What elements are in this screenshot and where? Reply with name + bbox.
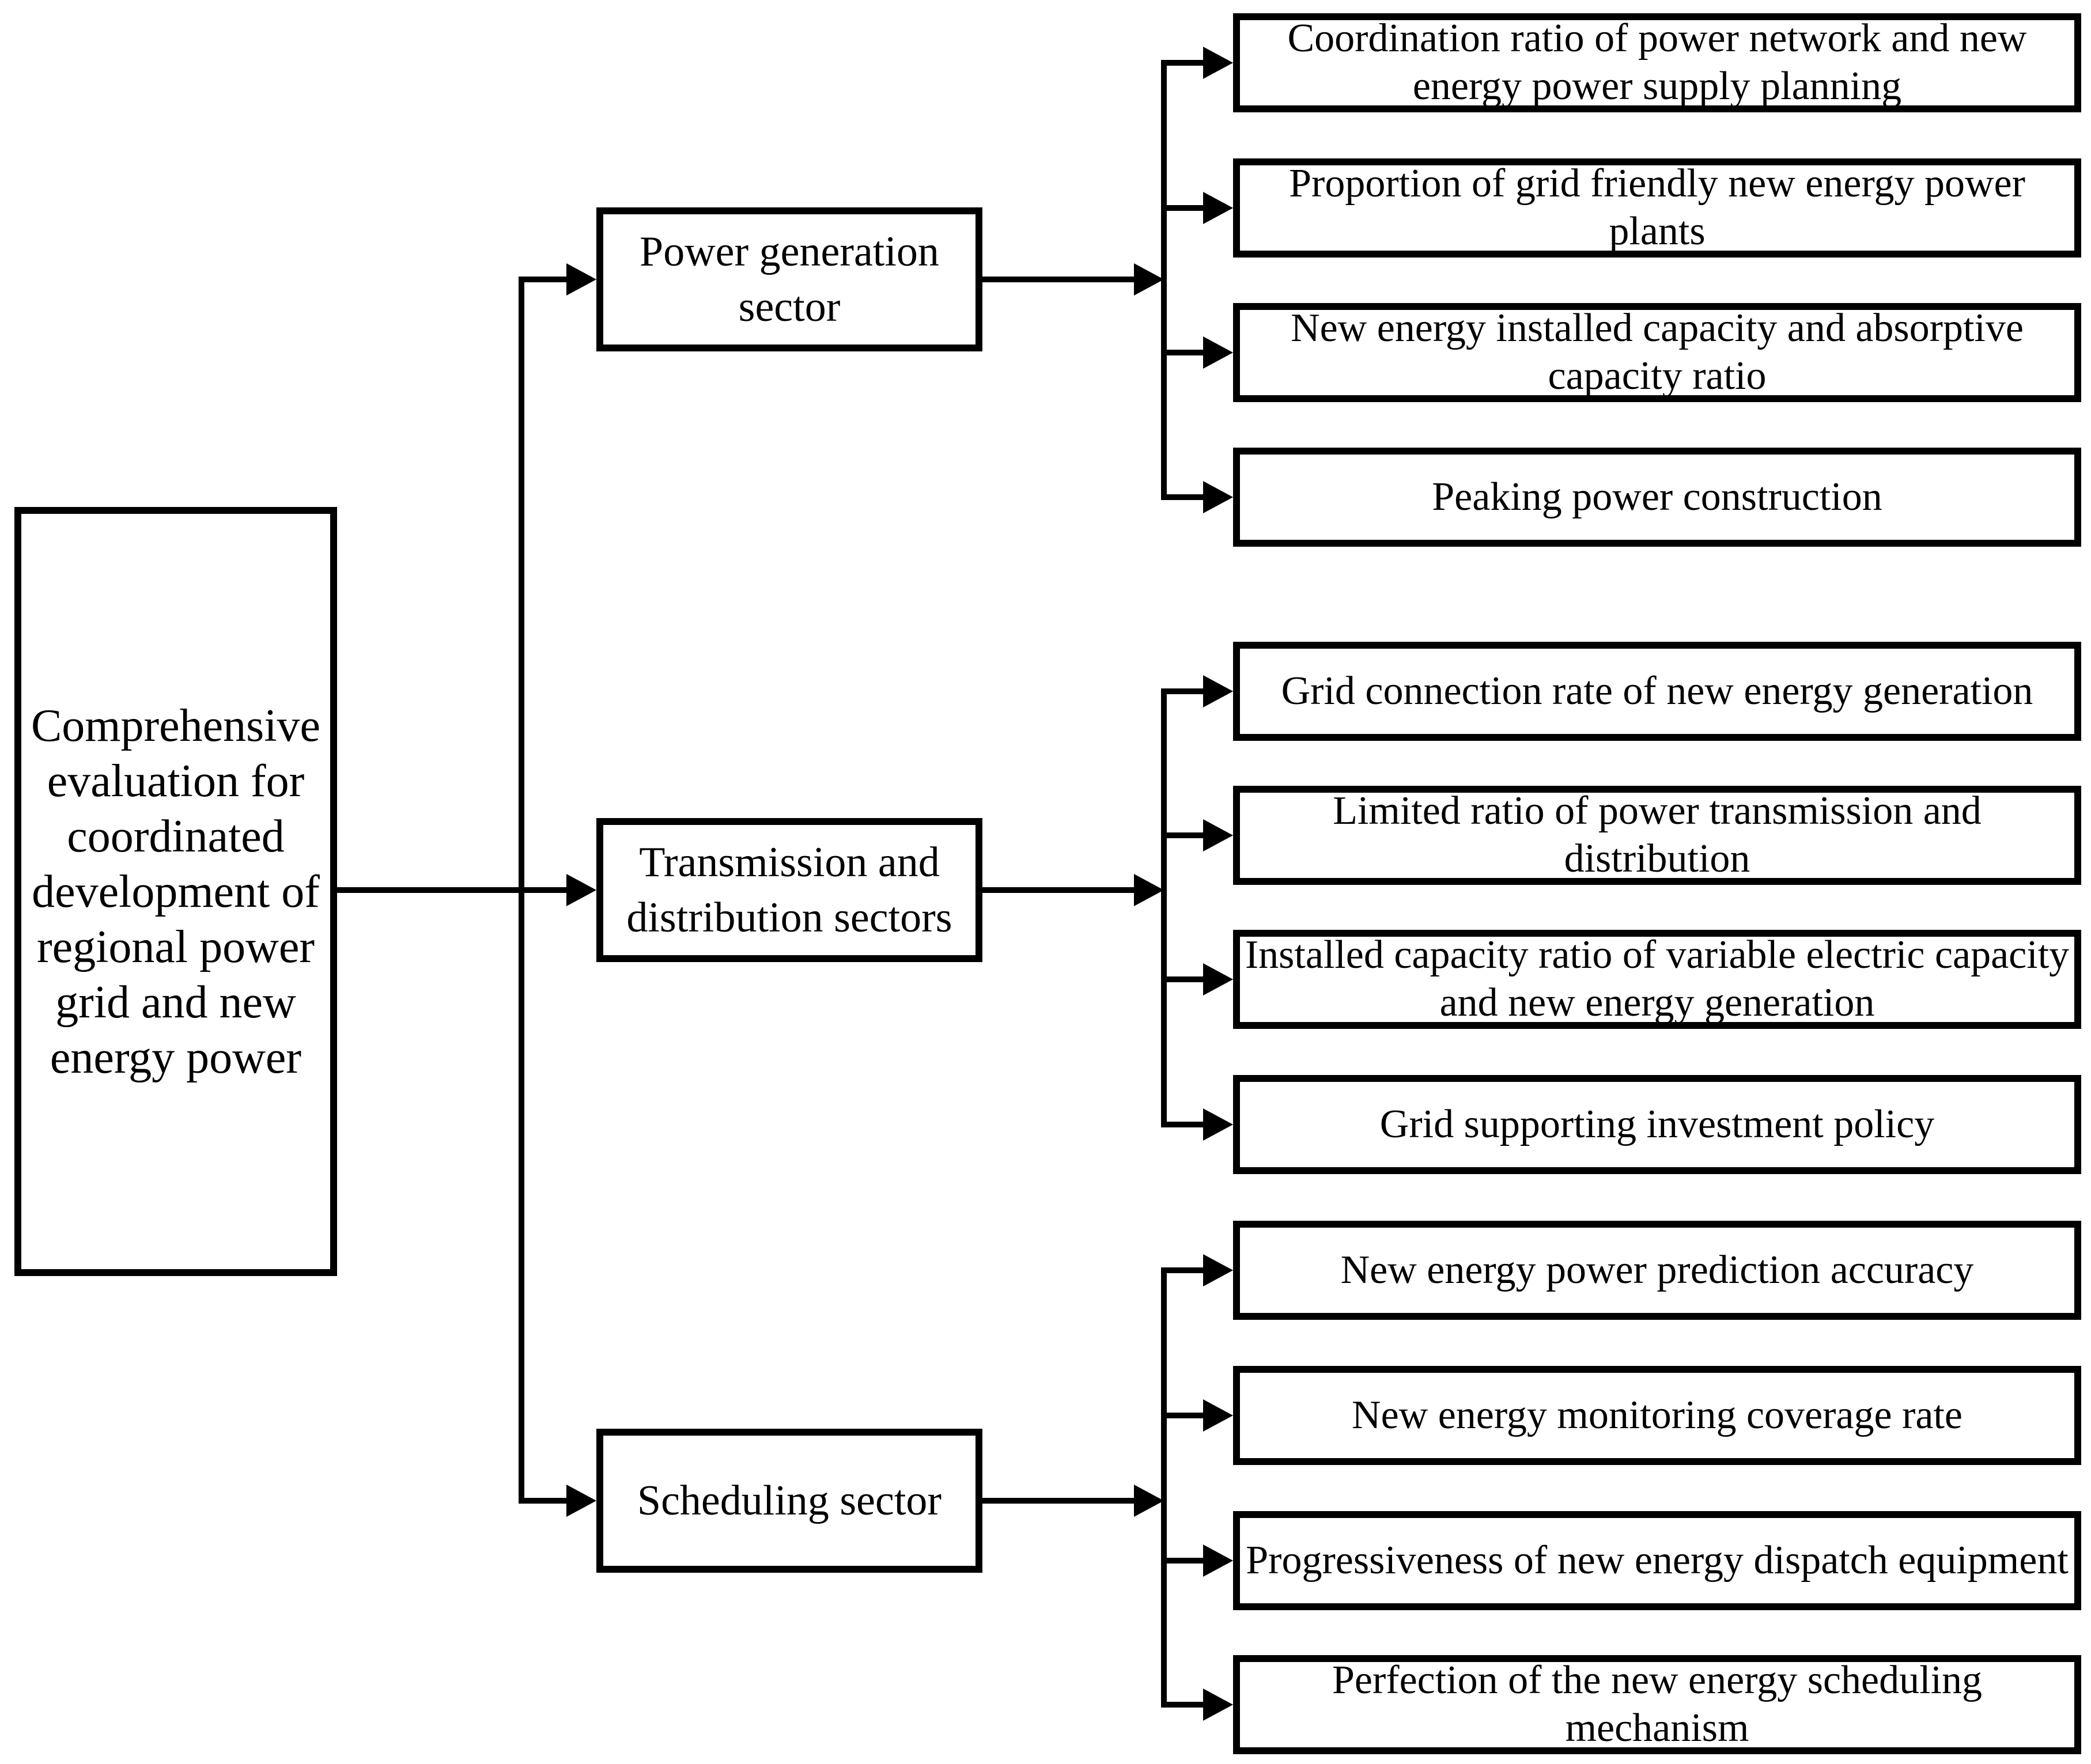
leaf-box-monitoring-coverage <box>1233 1366 2081 1465</box>
leaf-box-limited-ratio <box>1233 786 2081 885</box>
leaf11-branch-line <box>1161 1558 1205 1564</box>
branch-line-power-generation <box>519 277 568 282</box>
sector1-out-line <box>982 277 1135 282</box>
root-box <box>14 507 337 1276</box>
sector-box-transmission-distribution <box>596 818 982 962</box>
leaf-box-grid-connection-rate <box>1233 642 2081 741</box>
branch-line-scheduling <box>519 1498 568 1504</box>
leaf-box-grid-supporting-policy <box>1233 1075 2081 1174</box>
leaf2-arrowhead <box>1203 192 1233 224</box>
arrowhead-into-power-generation <box>566 263 596 296</box>
leaf1-arrowhead <box>1203 47 1233 79</box>
leaf-box-installed-absorptive-ratio <box>1233 303 2081 402</box>
leaf-label-grid-connection-rate: Grid connection rate of new energy generation <box>1281 668 2033 713</box>
leaf-box-variable-capacity-ratio <box>1233 930 2081 1029</box>
arrowhead-into-subtrunk1 <box>1134 263 1164 296</box>
leaf-box-dispatch-progressiveness <box>1233 1511 2081 1610</box>
leaf12-arrowhead <box>1203 1689 1233 1721</box>
leaf3-arrowhead <box>1203 336 1233 369</box>
leaf-label-prediction-accuracy: New energy power prediction accuracy <box>1340 1247 1974 1292</box>
leaf10-arrowhead <box>1203 1399 1233 1432</box>
leaf-label-grid-supporting-policy: Grid supporting investment policy <box>1379 1101 1935 1146</box>
leaf-label-installed-absorptive-ratio: New energy installed capacity and absorptive capacity ratio <box>1291 306 2024 398</box>
arrowhead-into-subtrunk3 <box>1134 1485 1164 1517</box>
leaf1-branch-line <box>1161 60 1205 66</box>
leaf-box-prediction-accuracy <box>1233 1221 2081 1320</box>
leaf12-branch-line <box>1161 1702 1205 1708</box>
leaf5-arrowhead <box>1203 675 1233 707</box>
leaf9-arrowhead <box>1203 1254 1233 1286</box>
leaf7-arrowhead <box>1203 963 1233 995</box>
sector2-out-line <box>982 887 1135 893</box>
leaf-box-peaking-power <box>1233 448 2081 547</box>
leaf-label-variable-capacity-ratio: Installed capacity ratio of variable electric capacity and new energy generation <box>1245 933 2070 1025</box>
leaf8-arrowhead <box>1203 1108 1233 1141</box>
leaf4-arrowhead <box>1203 481 1233 513</box>
leaf-label-limited-ratio: Limited ratio of power transmission and distribution <box>1333 789 1982 881</box>
leaf-label-grid-friendly-proportion: Proportion of grid friendly new energy power plants <box>1289 161 2025 253</box>
sector-label-transmission-distribution: Transmission and distribution sectors <box>626 838 952 941</box>
arrowhead-into-scheduling <box>566 1485 596 1517</box>
sector-label-power-generation: Power generation sector <box>640 228 939 331</box>
leaf6-branch-line <box>1161 832 1205 838</box>
leaf-label-dispatch-progressiveness: Progressiveness of new energy dispatch equipment <box>1246 1538 2069 1583</box>
leaf-label-scheduling-mechanism: Perfection of the new energy scheduling mechanism <box>1332 1658 1983 1750</box>
leaf5-branch-line <box>1161 688 1205 694</box>
arrowhead-into-subtrunk2 <box>1134 874 1164 906</box>
subtrunk2-line <box>1161 688 1167 1127</box>
leaf-box-scheduling-mechanism <box>1233 1655 2081 1754</box>
arrowhead-into-transmission-distribution <box>566 874 596 906</box>
sector-box-scheduling <box>596 1429 982 1573</box>
leaf3-branch-line <box>1161 350 1205 355</box>
leaf6-arrowhead <box>1203 819 1233 851</box>
main-trunk-line <box>519 277 524 1504</box>
subtrunk1-line <box>1161 60 1167 500</box>
root-label: Comprehensive evaluation for coordinated development of regional power grid and new energy power <box>31 700 321 1083</box>
leaf11-arrowhead <box>1203 1545 1233 1577</box>
leaf4-branch-line <box>1161 494 1205 500</box>
leaf2-branch-line <box>1161 205 1205 211</box>
sector-label-scheduling: Scheduling sector <box>637 1477 942 1524</box>
leaf10-branch-line <box>1161 1413 1205 1418</box>
leaf7-branch-line <box>1161 976 1205 982</box>
sector-box-power-generation <box>596 207 982 351</box>
leaf-label-monitoring-coverage: New energy monitoring coverage rate <box>1352 1392 1963 1437</box>
leaf-box-grid-friendly-proportion <box>1233 158 2081 258</box>
leaf-label-peaking-power: Peaking power construction <box>1432 474 1882 519</box>
leaf-box-coordination-ratio <box>1233 13 2081 112</box>
root-connector-line <box>337 887 568 893</box>
leaf8-branch-line <box>1161 1122 1205 1127</box>
subtrunk3-line <box>1161 1267 1167 1708</box>
leaf-label-coordination-ratio: Coordination ratio of power network and new energy power supply planning <box>1287 16 2027 108</box>
sector3-out-line <box>982 1498 1135 1504</box>
leaf9-branch-line <box>1161 1267 1205 1273</box>
